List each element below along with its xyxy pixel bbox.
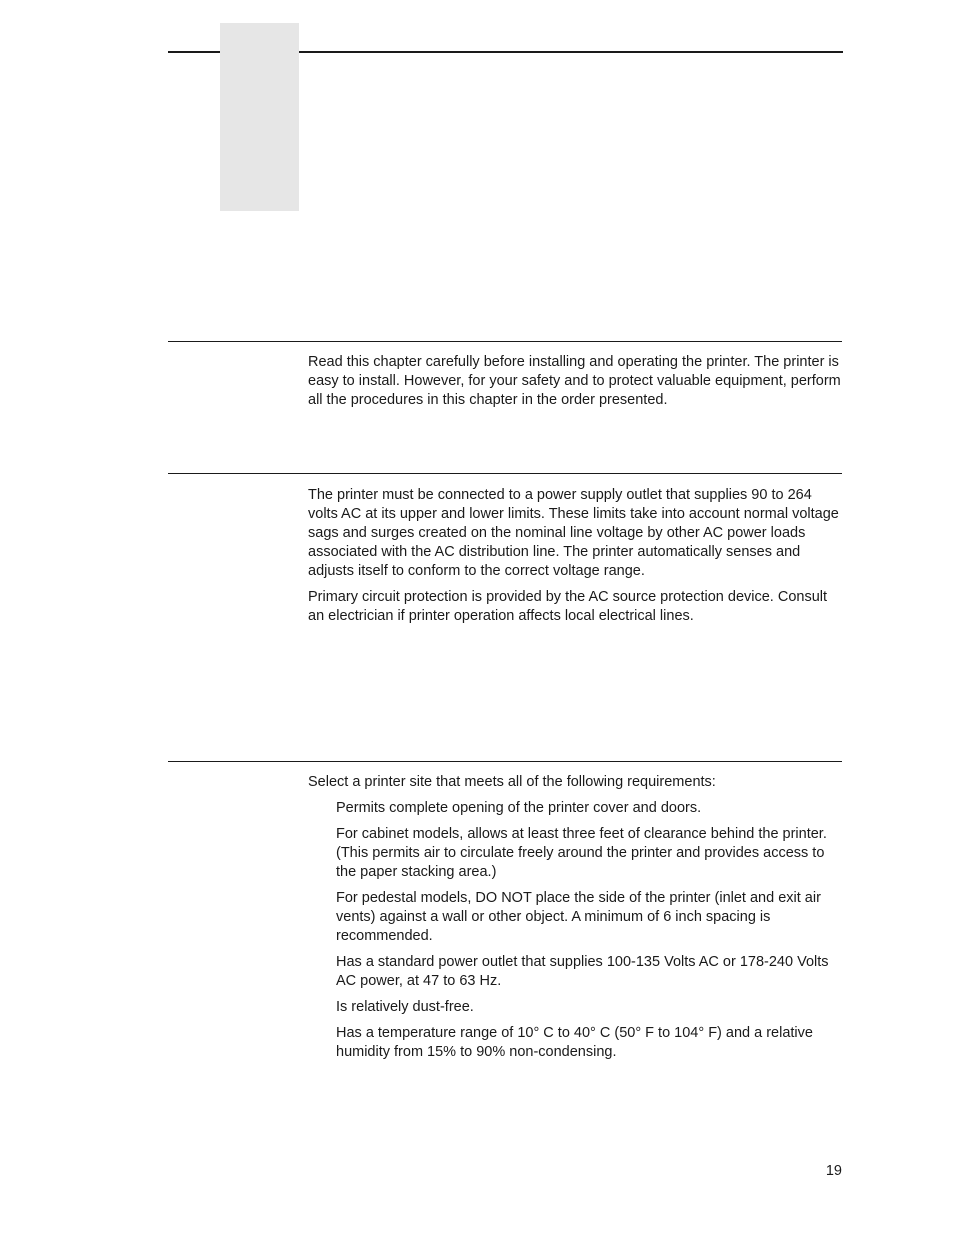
section-divider-power <box>168 473 842 474</box>
section-divider-intro <box>168 341 842 342</box>
power-paragraph: Primary circuit protection is provided by the AC source protection device. Consult an electrician if printer operation affects local electrical lines. <box>308 589 828 624</box>
intro-section <box>308 353 842 417</box>
site-intro: Select a printer site that meets all of the following requirements: <box>308 774 716 790</box>
section-divider-site <box>168 761 842 762</box>
list-item: Has a standard power outlet that supplies 100-135 Volts AC or 178-240 Volts AC power, at 47 to 63 Hz. <box>336 954 829 989</box>
list-item: Has a temperature range of 10° C to 40° C (50° F to 104° F) and a relative humidity from 15% to 90% non-condensing. <box>336 1025 813 1060</box>
list-item: For pedestal models, DO NOT place the side of the printer (inlet and exit air vents) against a wall or other object. A minimum of 6 inch spacing is recommended. <box>336 890 821 944</box>
power-paragraph: The printer must be connected to a power supply outlet that supplies 90 to 264 volts AC at its upper and lower limits. These limits take into account normal voltage sags and surges created on the nominal line voltage by other AC power loads associated with the AC distribution line. The printer automatically senses and adjusts itself to conform to the correct voltage range. <box>308 487 839 579</box>
list-item: Permits complete opening of the printer cover and doors. <box>336 800 702 816</box>
header-rule-right <box>299 51 843 53</box>
requirements-list <box>308 799 842 1062</box>
header-rule-left <box>168 51 220 53</box>
list-item: For cabinet models, allows at least three feet of clearance behind the printer. (This permits air to circulate freely around the printer and provides access to the paper stacking area.) <box>336 826 827 880</box>
page-number: 19 <box>825 1163 842 1179</box>
chapter-tab <box>220 23 299 211</box>
list-item: Is relatively dust-free. <box>336 999 474 1015</box>
site-section <box>308 773 842 1069</box>
power-section <box>308 486 842 633</box>
intro-paragraph: Read this chapter carefully before installing and operating the printer. The printer is easy to install. However, for your safety and to protect valuable equipment, perform all the procedures in this chapter in the order presented. <box>308 354 841 408</box>
